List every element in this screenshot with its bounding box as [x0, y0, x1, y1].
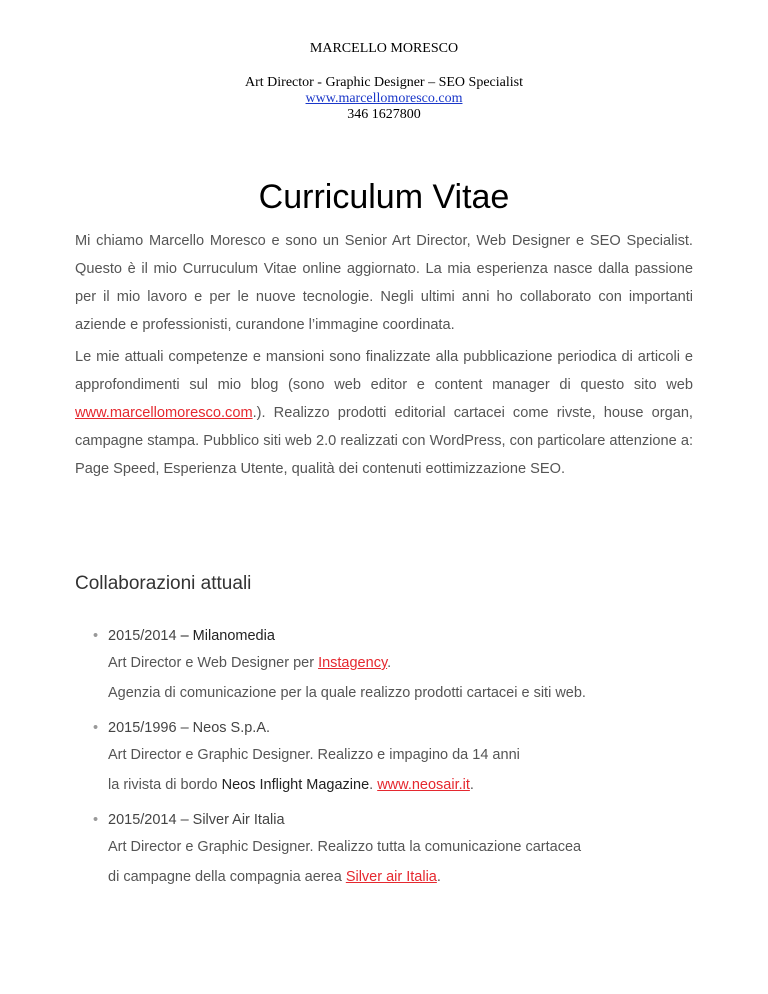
neosair-link[interactable]: www.neosair.it — [377, 777, 470, 793]
job-description: Art Director e Graphic Designer. Realizzo tutta la comunicazione cartacea — [108, 839, 582, 855]
bullet-icon: • — [93, 720, 99, 736]
job-heading-text: 2015/1996 – Neos S.p.A. — [108, 720, 271, 736]
job-item-silver-air — [93, 808, 713, 892]
document-title: Curriculum Vitae — [258, 178, 510, 216]
job-company: Milanomedia — [192, 628, 275, 644]
job-description — [93, 862, 713, 892]
job-desc-sep: . — [369, 777, 378, 793]
bullet-icon: • — [93, 812, 99, 828]
job-description — [93, 770, 713, 800]
job-desc-end: . — [436, 869, 441, 885]
cv-header — [0, 40, 768, 123]
instagency-link[interactable]: Instagency — [318, 655, 388, 671]
author-name: MARCELLO MORESCO — [309, 41, 459, 56]
job-description: Agenzia di comunicazione per la quale realizzo prodotti cartacei e siti web. — [108, 685, 586, 701]
intro-p2-text-end: .). Realizzo prodotti editorial cartacei come rivste, house organ, campagne stampa. Pubblico siti web 2.0 realizzati con WordPress, con particolare attenzione a: Page Speed, Esperienza Utente, qualità dei contenuti eottimizzazione SEO. — [75, 405, 693, 477]
job-description — [93, 648, 713, 678]
magazine-name: Neos Inflight Magazine — [221, 777, 370, 793]
intro-paragraph-2 — [75, 343, 693, 483]
intro-p2-text: Le mie attuali competenze e mansioni sono finalizzate alla pubblicazione periodica di articoli e approfondimenti sul mio blog (sono web editor e content manager di questo sito web — [75, 349, 693, 393]
job-desc-end: . — [469, 777, 474, 793]
bullet-icon: • — [93, 628, 99, 644]
job-desc-text: la rivista di bordo — [108, 777, 222, 793]
job-heading — [93, 624, 713, 648]
job-description: Art Director e Graphic Designer. Realizzo e impagino da 14 anni — [108, 747, 520, 763]
job-desc-text: Art Director e Web Designer per — [108, 655, 319, 671]
job-desc-end: . — [387, 655, 392, 671]
job-separator: – — [176, 628, 193, 644]
section-title: Collaborazioni attuali — [75, 573, 252, 594]
intro-paragraph-1: Mi chiamo Marcello Moresco e sono un Senior Art Director, Web Designer e SEO Specialist. Questo è il mio Curruculum Vitae online aggiornato. La mia esperienza nasce dalla passione per il mio lavoro e per le nuove tecnologie. Negli ultimi anni ho collaborato con importanti aziende e professionisti, curandone l’immagine coordinata. — [75, 233, 693, 333]
silver-air-link[interactable]: Silver air Italia — [345, 869, 437, 885]
blog-link[interactable]: www.marcellomoresco.com — [75, 405, 253, 421]
job-heading — [93, 808, 713, 832]
job-desc-text: di campagne della compagnia aerea — [108, 869, 346, 885]
job-item-neos — [93, 716, 713, 800]
job-item-milanomedia — [93, 624, 713, 708]
website-link[interactable]: www.marcellomoresco.com — [305, 91, 463, 106]
job-years: 2015/2014 — [108, 628, 177, 644]
phone-number: 346 1627800 — [347, 107, 421, 122]
author-role: Art Director - Graphic Designer – SEO Specialist — [245, 75, 523, 90]
job-heading — [93, 716, 713, 740]
job-heading-text: 2015/2014 – Silver Air Italia — [108, 812, 285, 828]
job-list — [93, 624, 713, 900]
